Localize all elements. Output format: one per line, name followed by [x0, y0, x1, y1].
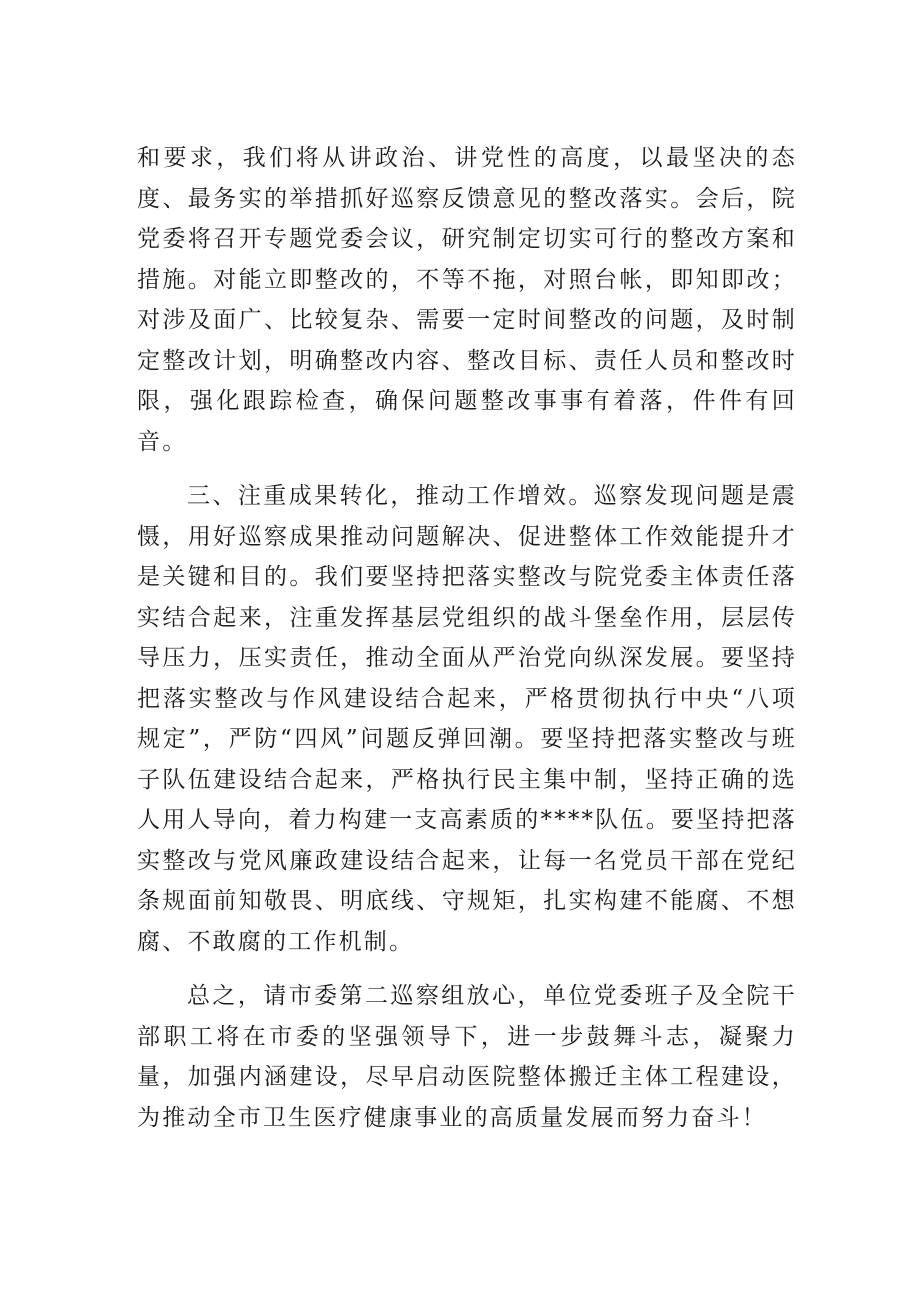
document-body [137, 138, 797, 1152]
paragraph-section-three: 三、注重成果转化，推动工作增效。巡察发现问题是震慑，用好巡察成果推动问题解决、促进整体工作效能提升才是关键和目的。我们要坚持把落实整改与院党委主体责任落实结合起来，注重发挥基层党组织的战斗堡垒作用，层层传导压力，压实责任，推动全面从严治党向纵深发展。要坚持把落实整改与作风建设结合起来，严格贯彻执行中央“八项规定”，严防“四风”问题反弹回潮。要坚持把落实整改与班子队伍建设结合起来，严格执行民主集中制，坚持正确的选人用人导向，着力构建一支高素质的****队伍。要坚持把落实整改与党风廉政建设结合起来，让每一名党员干部在党纪条规面前知敬畏、明底线、守规矩，扎实构建不能腐、不想腐、不敢腐的工作机制。 [137, 483, 797, 955]
paragraph-continuation: 和要求，我们将从讲政治、讲党性的高度，以最坚决的态度、最务实的举措抓好巡察反馈意见的整改落实。会后，院党委将召开专题党委会议，研究制定切实可行的整改方案和措施。对能立即整改的，不等不拖，对照台帐，即知即改；对涉及面广、比较复杂、需要一定时间整改的问题，及时制定整改计划，明确整改内容、整改目标、责任人员和整改时限，强化跟踪检查，确保问题整改事事有着落，件件有回音。 [137, 145, 797, 455]
paragraph-conclusion: 总之，请市委第二巡察组放心，单位党委班子及全院干部职工将在市委的坚强领导下，进一步鼓舞斗志，凝聚力量，加强内涵建设，尽早启动医院整体搬迁主体工程建设，为推动全市卫生医疗健康事业的高质量发展而努力奋斗！ [137, 983, 797, 1131]
